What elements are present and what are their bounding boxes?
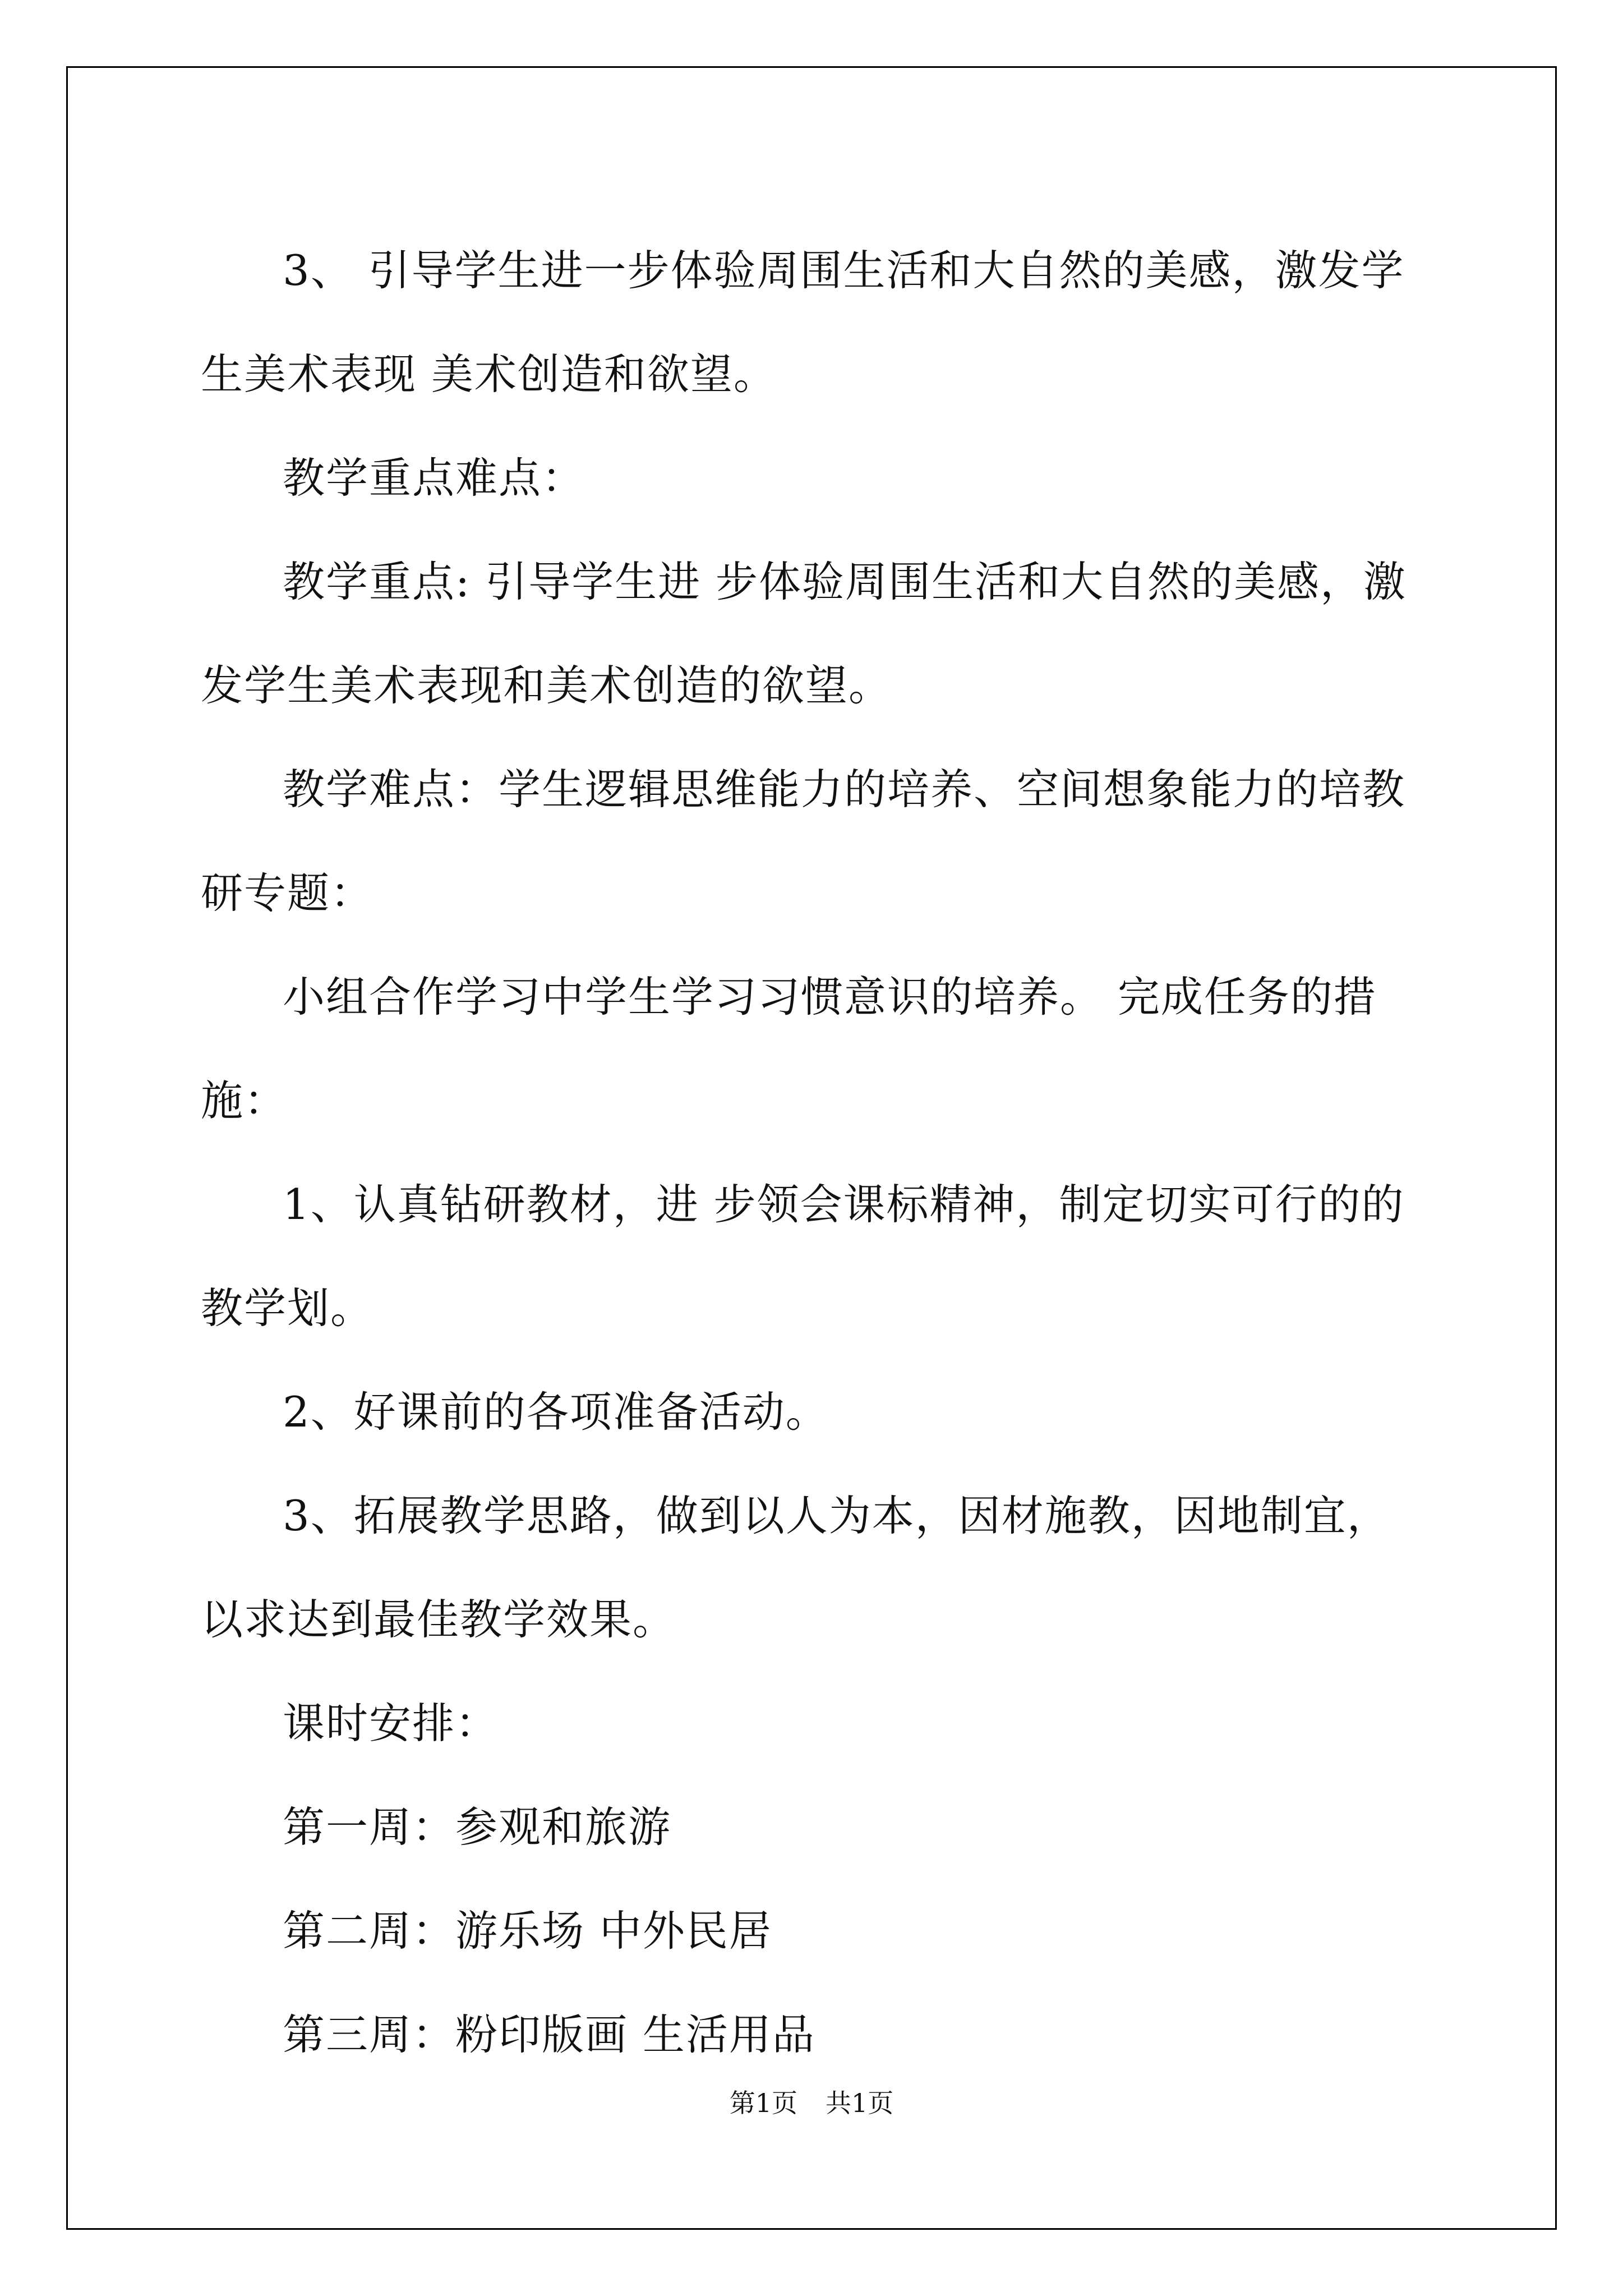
page-footer: [0, 2086, 1623, 2120]
paragraph-week-1: 第一周：参观和旅游: [283, 1802, 672, 1852]
paragraph-key-point: 教学重点: 引导学生进 步体验周围生活和大自然的美感，激发学生美术表现和美术创造的欲望。: [201, 557, 1407, 710]
paragraph-objective-3: 3、 引导学生进一步体验周围生活和大自然的美感，激发学生美术表现 美术创造和欲望。: [201, 246, 1405, 399]
paragraph-measure-3: 3、拓展教学思路，做到以人为本，因材施教，因地制宜，以求达到最佳教学效果。: [201, 1491, 1390, 1644]
paragraph-schedule-heading: 课时安排：: [283, 1699, 499, 1748]
page-number-total: 共1页: [826, 2088, 894, 2118]
paragraph-difficulty: 教学难点：学生逻辑思维能力的培养、空间想象能力的培教研专题：: [201, 765, 1406, 918]
paragraph-week-2: 第二周：游乐场 中外民居: [283, 1906, 772, 1955]
page-number-current: 第1页: [729, 2088, 797, 2118]
paragraph-key-points-heading: 教学重点难点：: [283, 453, 585, 503]
document-body: [201, 219, 1427, 2087]
paragraph-measure-1: 1、认真钻研教材，进 步领会课标精神，制定切实可行的的教学划。: [201, 1180, 1405, 1333]
paragraph-group-learning: 小组合作学习中学生学习习惯意识的培养。 完成任务的措施：: [201, 972, 1377, 1125]
paragraph-week-3: 第三周：粉印版画 生活用品: [283, 2010, 815, 2059]
paragraph-measure-2: 2、好课前的各项准备活动。: [283, 1387, 829, 1437]
